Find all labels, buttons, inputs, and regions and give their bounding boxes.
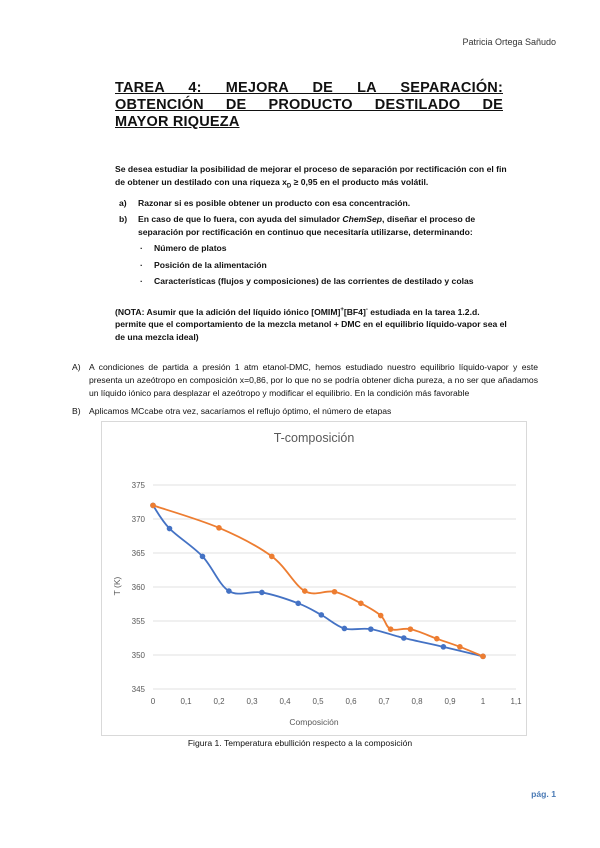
- data-point: [295, 601, 301, 607]
- y-tick-label: 365: [131, 549, 145, 558]
- chart-title: T-composición: [273, 431, 355, 445]
- data-point: [358, 601, 364, 607]
- bullet-icon: ·: [140, 276, 143, 287]
- data-point: [200, 554, 206, 560]
- task-title: [115, 80, 503, 131]
- question-a-label: a): [119, 197, 127, 208]
- x-tick-label: 0,7: [378, 697, 390, 706]
- data-point: [342, 626, 348, 632]
- bullet-item: · Número de platos: [140, 243, 227, 254]
- answer-a-label: A): [72, 362, 81, 372]
- x-tick-label: 0: [150, 697, 156, 706]
- data-point: [457, 644, 463, 650]
- question-b: [115, 213, 507, 238]
- title-line-1: TAREA 4: MEJORA DE LA SEPARACIÓN:: [115, 80, 503, 96]
- answer-b-text: Aplicamos MCcabe otra vez, sacaríamos el reflujo óptimo, el número de etapas: [89, 406, 392, 416]
- data-point: [434, 636, 440, 642]
- data-point: [167, 526, 173, 532]
- data-point: [226, 588, 232, 594]
- x-tick-label: 0,2: [213, 697, 225, 706]
- x-axis-label: Composición: [289, 717, 339, 727]
- x-tick-label: 0,9: [444, 697, 456, 706]
- data-point: [408, 626, 414, 632]
- x-tick-label: 0,8: [411, 697, 423, 706]
- data-point: [302, 588, 308, 594]
- data-point: [259, 590, 265, 596]
- data-point: [441, 644, 447, 650]
- answer-b-label: B): [72, 406, 81, 416]
- bullet-item: · Características (flujos y composiciones) de las corrientes de destilado y colas: [140, 276, 474, 287]
- task-note: (NOTA: Asumir que la adición del líquido iónico [OMIM]+[BF4]- estudiada en la tarea 1.2.d. permite que el comportamiento de la mezcla metanol + DMC en el equilibrio líquido-vapor sea el de una mezcla ideal): [115, 306, 507, 342]
- data-point: [378, 613, 384, 619]
- author-name: Patricia Ortega Sañudo: [462, 37, 556, 47]
- task-intro: Se desea estudiar la posibilidad de mejorar el proceso de separación por rectificación con el fin de obtener un destilado con una riqueza $x_D \ge 0,95$ en el producto más volátil.: [115, 164, 507, 190]
- task-statement: [115, 163, 507, 343]
- x-tick-label: 0,6: [345, 697, 357, 706]
- x-tick-label: 1,1: [510, 697, 522, 706]
- x-tick-label: 1: [480, 697, 486, 706]
- x-tick-label: 0,1: [180, 697, 192, 706]
- title-line-3: MAYOR RIQUEZA: [115, 114, 240, 130]
- series-line-2: [153, 505, 483, 656]
- y-tick-label: 360: [131, 583, 145, 592]
- x-tick-label: 0,3: [246, 697, 258, 706]
- chart: [101, 421, 527, 736]
- data-point: [480, 654, 486, 660]
- question-b-label: b): [119, 214, 128, 225]
- data-point: [216, 525, 222, 531]
- y-tick-label: 350: [131, 651, 145, 660]
- data-point: [332, 589, 338, 595]
- question-b-text: En caso de que lo fuera, con ayuda del simulador ChemSep, diseñar el proceso de separación por rectificación en continuo que necesitaría utilizarse, determinando:: [138, 214, 476, 237]
- title-line-2: OBTENCIÓN DE PRODUCTO DESTILADO DE: [115, 97, 503, 113]
- question-a-text: Razonar si es posible obtener un producto con esa concentración.: [138, 197, 411, 208]
- series-line-1: [153, 505, 483, 656]
- figure-caption: Figura 1. Temperatura ebullición respecto a la composición: [187, 738, 413, 748]
- answer-a-text: A condiciones de partida a presión 1 atm etanol-DMC, hemos estudiado nuestro equilibrio líquido-vapor y este presenta un azeótropo en composición x=0,86, por lo que no se podría obtener dicha pureza, a no ser que añadamos un líquido iónico para desplazar el azeótropo y modificar el equilibrio. En la condición más favorable: [89, 362, 538, 398]
- answers: [72, 361, 538, 418]
- data-point: [368, 626, 374, 632]
- y-tick-label: 375: [131, 481, 145, 490]
- x-tick-label: 0,5: [312, 697, 324, 706]
- bullet-icon: ·: [140, 259, 143, 270]
- chart-svg: [102, 422, 526, 735]
- y-tick-label: 370: [131, 515, 145, 524]
- data-point: [388, 626, 394, 632]
- data-point: [319, 612, 325, 618]
- data-point: [269, 554, 275, 560]
- bullet-icon: ·: [140, 243, 143, 254]
- question-a: [115, 197, 507, 210]
- bullet-item: · Posición de la alimentación: [140, 259, 267, 270]
- answer-a: [72, 361, 538, 400]
- x-tick-label: 0,4: [279, 697, 291, 706]
- y-tick-label: 355: [131, 617, 145, 626]
- data-point: [401, 635, 407, 641]
- answer-b: [72, 405, 538, 418]
- data-point: [150, 503, 156, 509]
- y-tick-label: 345: [131, 685, 145, 694]
- y-axis-label: T (K): [112, 576, 122, 596]
- page-number: pág. 1: [531, 789, 556, 799]
